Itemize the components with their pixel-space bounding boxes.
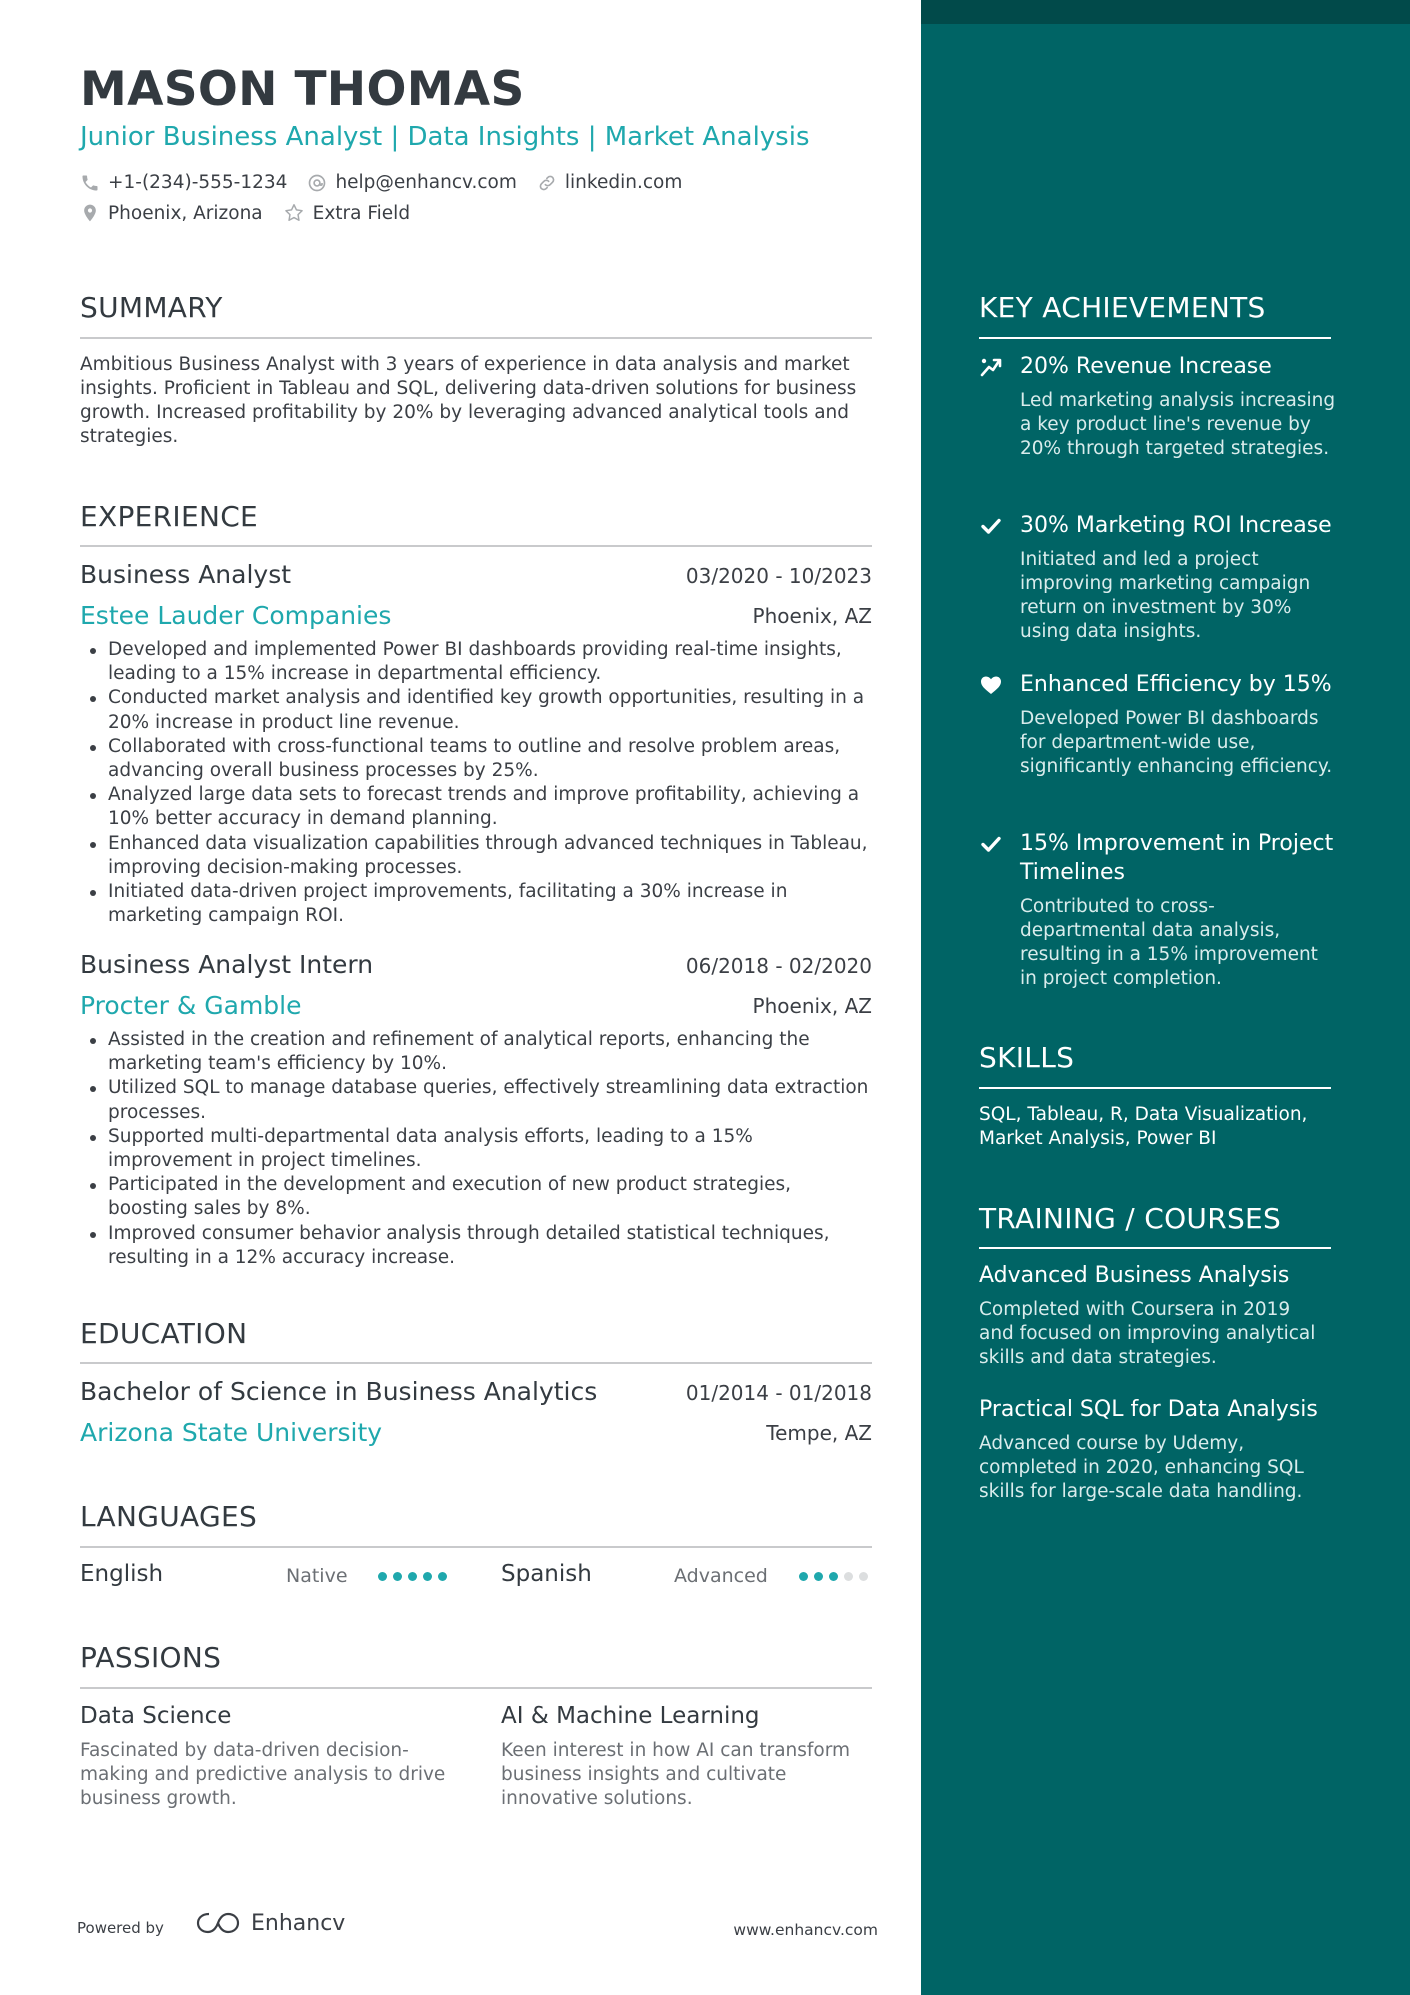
list-item: Supported multi-departmental data analysis efforts, leading to a 15% improvement in project timelines. (80, 1125, 875, 1173)
skills-divider (979, 1087, 1331, 1089)
candidate-name: MASON THOMAS (80, 62, 525, 117)
proficiency-dot-empty (844, 1572, 853, 1581)
contact-extra (283, 202, 410, 224)
list-item: Initiated data-driven project improvements, facilitating a 30% increase in marketing campaign ROI. (80, 880, 875, 928)
contact-row-1 (80, 172, 702, 193)
enhancv-logo-icon (195, 1910, 241, 1936)
proficiency-dot-empty (859, 1572, 868, 1581)
job-bullets-1 (80, 638, 875, 928)
footer-url[interactable]: www.enhancv.com (733, 1921, 878, 1939)
proficiency-dot-filled (799, 1572, 808, 1581)
list-item: Analyzed large data sets to forecast trends and improve profitability, achieving a 10% better accuracy in demand planning. (80, 783, 875, 831)
sidebar-top-band (921, 0, 1410, 24)
proficiency-dot-filled (438, 1572, 447, 1581)
proficiency-dot-filled (408, 1572, 417, 1581)
language-level-spanish: Advanced (674, 1565, 768, 1587)
achievement-desc-2: Initiated and led a project improving marketing campaign return on investment by 30% using data insights. (1020, 549, 1311, 642)
achievement-title-1: 20% Revenue Increase (1020, 354, 1272, 379)
education-heading: EDUCATION (80, 1317, 248, 1350)
footer-brand-name: Enhancv (251, 1910, 346, 1936)
list-item: Developed and implemented Power BI dashboards providing real-time insights, leading to a 15% increase in departmental efficiency. (80, 638, 875, 686)
list-item: Utilized SQL to manage database queries, effectively streamlining data extraction processes. (80, 1076, 875, 1124)
company-1[interactable]: Estee Lauder Companies (80, 601, 392, 630)
contact-phone[interactable] (80, 172, 287, 193)
proficiency-dot-filled (393, 1572, 402, 1581)
language-name-english: English (80, 1561, 164, 1587)
list-item: Enhanced data visualization capabilities through advanced techniques in Tableau, improving decision-making processes. (80, 832, 875, 880)
achievement-desc-4: Contributed to cross-departmental data analysis, resulting in a 15% improvement in project completion. (1020, 896, 1318, 989)
experience-heading: EXPERIENCE (80, 500, 259, 533)
job-location-2: Phoenix, AZ (752, 994, 872, 1018)
check-icon (979, 514, 1003, 538)
courses-heading: TRAINING / COURSES (979, 1202, 1282, 1235)
achievement-title-3: Enhanced Efficiency by 15% (1020, 672, 1332, 697)
job-title-1: Business Analyst (80, 560, 292, 589)
contact-row-2 (80, 202, 430, 224)
list-item: Conducted market analysis and identified key growth opportunities, resulting in a 20% increase in product line revenue. (80, 686, 875, 734)
heart-icon (979, 673, 1003, 697)
achievement-title-4: 15% Improvement in Project Timelines (1020, 831, 1334, 885)
check-icon (979, 832, 1003, 856)
achievement-title-2: 30% Marketing ROI Increase (1020, 513, 1332, 538)
skills-text: SQL, Tableau, R, Data Visualization, Market Analysis, Power BI (979, 1104, 1308, 1149)
proficiency-dot-filled (423, 1572, 432, 1581)
linkedin-text: linkedin.com (564, 172, 683, 193)
achievements-divider (979, 337, 1331, 339)
language-name-spanish: Spanish (501, 1561, 592, 1587)
summary-text: Ambitious Business Analyst with 3 years of experience in data analysis and market insights. Proficient in Tableau and SQL, delivering data-driven solutions for business growth. Increased profitability by 20% by leveraging advanced analytical tools and strategies. (80, 354, 857, 447)
languages-divider (80, 1546, 872, 1548)
proficiency-dot-filled (829, 1572, 838, 1581)
passion-desc-2: Keen interest in how AI can transform business insights and cultivate innovative solutions. (501, 1740, 851, 1809)
language-dots-english (378, 1572, 453, 1581)
at-sign-icon (307, 173, 327, 193)
star-icon (283, 202, 305, 224)
job-location-1: Phoenix, AZ (752, 604, 872, 628)
contact-email[interactable] (307, 172, 516, 193)
list-item: Participated in the development and execution of new product strategies, boosting sales by 8%. (80, 1173, 875, 1221)
phone-text: +1-(234)-555-1234 (108, 172, 288, 193)
company-2[interactable]: Procter & Gamble (80, 991, 302, 1020)
location-text: Phoenix, Arizona (108, 202, 263, 224)
candidate-headline: Junior Business Analyst | Data Insights | Market Analysis (80, 122, 810, 152)
summary-heading: SUMMARY (80, 291, 223, 324)
course-title-2: Practical SQL for Data Analysis (979, 1397, 1318, 1422)
phone-icon (80, 173, 100, 193)
email-text: help@enhancv.com (335, 172, 517, 193)
language-level-english: Native (286, 1565, 348, 1587)
courses-divider (979, 1247, 1331, 1249)
passions-heading: PASSIONS (80, 1641, 222, 1674)
course-desc-1: Completed with Coursera in 2019 and focused on improving analytical skills and data strategies. (979, 1299, 1316, 1368)
job-dates-2: 06/2018 - 02/2020 (685, 954, 872, 978)
contact-location (80, 202, 263, 224)
job-bullets-2 (80, 1028, 875, 1270)
passions-divider (80, 1687, 872, 1689)
course-title-1: Advanced Business Analysis (979, 1263, 1290, 1288)
school-name[interactable]: Arizona State University (80, 1418, 383, 1447)
language-dots-spanish (799, 1572, 874, 1581)
proficiency-dot-filled (814, 1572, 823, 1581)
proficiency-dot-filled (378, 1572, 387, 1581)
extra-field-text: Extra Field (312, 202, 411, 224)
growth-icon (979, 355, 1003, 379)
education-divider (80, 1362, 872, 1364)
link-icon (537, 173, 557, 193)
passion-title-1: Data Science (80, 1703, 232, 1729)
achievements-heading: KEY ACHIEVEMENTS (979, 291, 1266, 324)
degree-title: Bachelor of Science in Business Analytics (80, 1377, 598, 1406)
school-location: Tempe, AZ (766, 1421, 872, 1445)
skills-heading: SKILLS (979, 1041, 1075, 1074)
footer-brand-logo[interactable] (195, 1910, 345, 1936)
list-item: Improved consumer behavior analysis through detailed statistical techniques, resulting in a 12% accuracy increase. (80, 1222, 875, 1270)
job-title-2: Business Analyst Intern (80, 950, 374, 979)
list-item: Collaborated with cross-functional teams to outline and resolve problem areas, advancing overall business processes by 25%. (80, 735, 875, 783)
summary-divider (80, 337, 872, 339)
passion-title-2: AI & Machine Learning (501, 1703, 760, 1729)
achievement-desc-3: Developed Power BI dashboards for department-wide use, significantly enhancing efficiency. (1020, 708, 1333, 777)
course-desc-2: Advanced course by Udemy, completed in 2020, enhancing SQL skills for large-scale data handling. (979, 1433, 1304, 1502)
list-item: Assisted in the creation and refinement of analytical reports, enhancing the marketing team's efficiency by 10%. (80, 1028, 875, 1076)
languages-heading: LANGUAGES (80, 1500, 258, 1533)
passion-desc-1: Fascinated by data-driven decision-making and predictive analysis to drive business growth. (80, 1740, 446, 1809)
experience-divider (80, 545, 872, 547)
location-pin-icon (80, 202, 100, 224)
footer-powered-by: Powered by (77, 1919, 164, 1937)
education-dates: 01/2014 - 01/2018 (685, 1381, 872, 1405)
achievement-desc-1: Led marketing analysis increasing a key product line's revenue by 20% through targeted strategies. (1020, 390, 1336, 459)
contact-linkedin[interactable] (537, 172, 682, 193)
job-dates-1: 03/2020 - 10/2023 (685, 564, 872, 588)
